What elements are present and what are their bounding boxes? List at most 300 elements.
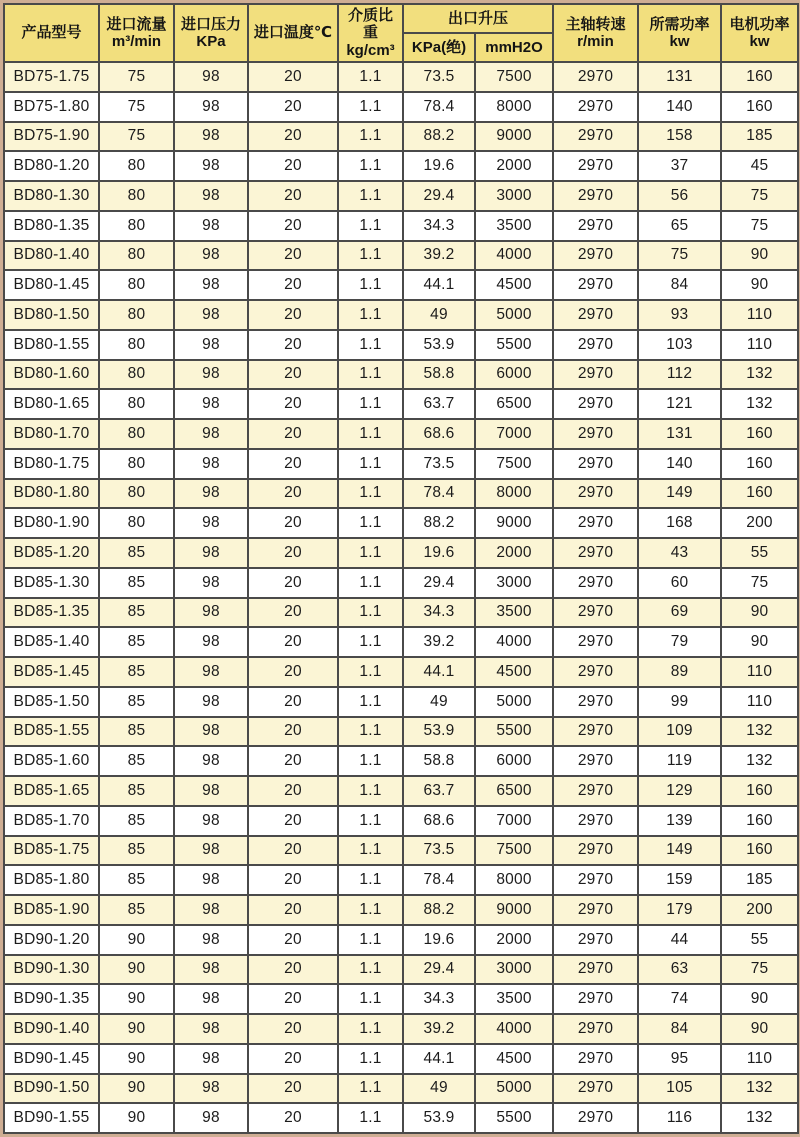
value-cell: 55 [721,925,798,955]
value-cell: 20 [248,1103,338,1133]
value-cell: 7000 [475,806,553,836]
value-cell: 98 [174,1074,248,1104]
value-cell: 53.9 [403,1103,475,1133]
value-cell: 5500 [475,1103,553,1133]
value-cell: 2970 [553,62,638,92]
header-shaft-speed: 主轴转速 r/min [553,4,638,62]
header-model-label: 产品型号 [21,24,82,42]
table-row [4,836,798,866]
value-cell: 75 [721,211,798,241]
value-cell: 80 [99,479,174,509]
table-row [4,657,798,687]
value-cell: 75 [99,92,174,122]
value-cell: 20 [248,836,338,866]
model-cell: BD90-1.35 [4,984,99,1014]
value-cell: 109 [638,717,721,747]
value-cell: 3000 [475,181,553,211]
value-cell: 20 [248,270,338,300]
value-cell: 44 [638,925,721,955]
value-cell: 140 [638,92,721,122]
value-cell: 2970 [553,508,638,538]
table-row [4,151,798,181]
value-cell: 6500 [475,776,553,806]
value-cell: 98 [174,776,248,806]
value-cell: 1.1 [338,300,403,330]
model-cell: BD85-1.70 [4,806,99,836]
value-cell: 20 [248,508,338,538]
table-row [4,1014,798,1044]
value-cell: 140 [638,449,721,479]
table-row [4,598,798,628]
table-row [4,1103,798,1133]
model-cell: BD80-1.65 [4,389,99,419]
value-cell: 7500 [475,449,553,479]
value-cell: 5500 [475,717,553,747]
value-cell: 58.8 [403,746,475,776]
value-cell: 85 [99,895,174,925]
value-cell: 85 [99,598,174,628]
value-cell: 160 [721,806,798,836]
model-cell: BD90-1.45 [4,1044,99,1074]
value-cell: 168 [638,508,721,538]
value-cell: 34.3 [403,598,475,628]
value-cell: 73.5 [403,449,475,479]
value-cell: 98 [174,270,248,300]
value-cell: 2970 [553,925,638,955]
table-row [4,181,798,211]
value-cell: 98 [174,62,248,92]
value-cell: 103 [638,330,721,360]
value-cell: 2000 [475,151,553,181]
value-cell: 85 [99,568,174,598]
value-cell: 90 [721,270,798,300]
value-cell: 98 [174,687,248,717]
value-cell: 80 [99,270,174,300]
value-cell: 132 [721,389,798,419]
value-cell: 158 [638,122,721,152]
value-cell: 110 [721,330,798,360]
value-cell: 1.1 [338,1074,403,1104]
value-cell: 98 [174,479,248,509]
value-cell: 98 [174,865,248,895]
value-cell: 2970 [553,746,638,776]
value-cell: 19.6 [403,151,475,181]
value-cell: 88.2 [403,508,475,538]
value-cell: 98 [174,1044,248,1074]
value-cell: 79 [638,627,721,657]
value-cell: 2970 [553,92,638,122]
value-cell: 90 [99,955,174,985]
value-cell: 44.1 [403,1044,475,1074]
value-cell: 1.1 [338,1044,403,1074]
value-cell: 89 [638,657,721,687]
value-cell: 1.1 [338,241,403,271]
value-cell: 3500 [475,211,553,241]
value-cell: 160 [721,836,798,866]
table-row [4,92,798,122]
value-cell: 6500 [475,389,553,419]
value-cell: 85 [99,687,174,717]
value-cell: 80 [99,300,174,330]
value-cell: 110 [721,657,798,687]
value-cell: 90 [99,1014,174,1044]
value-cell: 3000 [475,568,553,598]
value-cell: 2970 [553,1044,638,1074]
table-row [4,62,798,92]
value-cell: 149 [638,836,721,866]
value-cell: 75 [638,241,721,271]
value-cell: 20 [248,1074,338,1104]
table-row [4,1074,798,1104]
model-cell: BD75-1.90 [4,122,99,152]
value-cell: 34.3 [403,984,475,1014]
value-cell: 98 [174,955,248,985]
value-cell: 112 [638,360,721,390]
value-cell: 98 [174,538,248,568]
value-cell: 85 [99,836,174,866]
model-cell: BD80-1.80 [4,479,99,509]
value-cell: 110 [721,687,798,717]
value-cell: 29.4 [403,181,475,211]
model-cell: BD85-1.35 [4,598,99,628]
value-cell: 63.7 [403,389,475,419]
value-cell: 98 [174,984,248,1014]
value-cell: 98 [174,389,248,419]
value-cell: 20 [248,1044,338,1074]
value-cell: 110 [721,300,798,330]
value-cell: 20 [248,538,338,568]
value-cell: 3500 [475,598,553,628]
value-cell: 2000 [475,538,553,568]
value-cell: 6000 [475,360,553,390]
value-cell: 2970 [553,806,638,836]
value-cell: 49 [403,1074,475,1104]
header-outlet-boost: 出口升压 [403,4,553,33]
value-cell: 98 [174,241,248,271]
value-cell: 63.7 [403,776,475,806]
value-cell: 20 [248,717,338,747]
value-cell: 44.1 [403,270,475,300]
table-row [4,211,798,241]
value-cell: 139 [638,806,721,836]
value-cell: 85 [99,657,174,687]
value-cell: 4500 [475,657,553,687]
value-cell: 98 [174,122,248,152]
value-cell: 37 [638,151,721,181]
value-cell: 159 [638,865,721,895]
value-cell: 45 [721,151,798,181]
table-body [4,62,798,1133]
value-cell: 68.6 [403,419,475,449]
value-cell: 132 [721,717,798,747]
value-cell: 90 [721,1014,798,1044]
table-row [4,1044,798,1074]
value-cell: 132 [721,1074,798,1104]
value-cell: 1.1 [338,955,403,985]
value-cell: 1.1 [338,836,403,866]
value-cell: 132 [721,1103,798,1133]
value-cell: 80 [99,211,174,241]
value-cell: 98 [174,806,248,836]
value-cell: 80 [99,449,174,479]
value-cell: 1.1 [338,1014,403,1044]
value-cell: 90 [99,1074,174,1104]
value-cell: 20 [248,1014,338,1044]
header-inlet-flow: 进口流量 m³/min [99,4,174,62]
value-cell: 20 [248,151,338,181]
value-cell: 80 [99,151,174,181]
value-cell: 75 [721,568,798,598]
value-cell: 185 [721,865,798,895]
value-cell: 7500 [475,62,553,92]
value-cell: 2970 [553,538,638,568]
value-cell: 39.2 [403,241,475,271]
header-required-power: 所需功率 kw [638,4,721,62]
value-cell: 75 [721,955,798,985]
value-cell: 80 [99,360,174,390]
value-cell: 20 [248,389,338,419]
value-cell: 149 [638,479,721,509]
value-cell: 5000 [475,300,553,330]
value-cell: 78.4 [403,92,475,122]
value-cell: 20 [248,895,338,925]
value-cell: 1.1 [338,181,403,211]
header-model [4,4,99,62]
value-cell: 20 [248,360,338,390]
value-cell: 20 [248,419,338,449]
value-cell: 2970 [553,270,638,300]
value-cell: 98 [174,211,248,241]
value-cell: 200 [721,508,798,538]
value-cell: 98 [174,92,248,122]
value-cell: 1.1 [338,449,403,479]
value-cell: 55 [721,538,798,568]
value-cell: 1.1 [338,895,403,925]
value-cell: 1.1 [338,746,403,776]
value-cell: 20 [248,122,338,152]
value-cell: 185 [721,122,798,152]
value-cell: 19.6 [403,538,475,568]
value-cell: 1.1 [338,865,403,895]
value-cell: 98 [174,449,248,479]
value-cell: 85 [99,627,174,657]
value-cell: 2970 [553,300,638,330]
header-row-top [4,4,798,33]
value-cell: 98 [174,508,248,538]
value-cell: 98 [174,181,248,211]
value-cell: 90 [721,241,798,271]
value-cell: 98 [174,746,248,776]
value-cell: 98 [174,925,248,955]
header-inlet-temp: 进口温度℃ [248,4,338,62]
value-cell: 8000 [475,92,553,122]
value-cell: 2970 [553,330,638,360]
model-cell: BD80-1.90 [4,508,99,538]
value-cell: 73.5 [403,836,475,866]
table-row [4,776,798,806]
model-cell: BD80-1.70 [4,419,99,449]
model-cell: BD85-1.40 [4,627,99,657]
value-cell: 3000 [475,955,553,985]
value-cell: 80 [99,330,174,360]
value-cell: 99 [638,687,721,717]
table-row [4,449,798,479]
value-cell: 75 [99,122,174,152]
value-cell: 20 [248,687,338,717]
model-cell: BD80-1.30 [4,181,99,211]
value-cell: 98 [174,330,248,360]
value-cell: 90 [721,598,798,628]
value-cell: 43 [638,538,721,568]
header-medium-density: 介质比 重kg/cm³ [338,4,403,62]
model-cell: BD75-1.80 [4,92,99,122]
value-cell: 2970 [553,1014,638,1044]
table-row [4,955,798,985]
model-cell: BD75-1.75 [4,62,99,92]
value-cell: 2970 [553,151,638,181]
value-cell: 85 [99,717,174,747]
value-cell: 1.1 [338,657,403,687]
value-cell: 1.1 [338,122,403,152]
value-cell: 2970 [553,717,638,747]
value-cell: 78.4 [403,865,475,895]
header-outlet-mmh2o: mmH2O [475,33,553,62]
value-cell: 20 [248,955,338,985]
model-cell: BD80-1.50 [4,300,99,330]
value-cell: 85 [99,538,174,568]
value-cell: 160 [721,419,798,449]
value-cell: 2970 [553,776,638,806]
value-cell: 132 [721,746,798,776]
value-cell: 34.3 [403,211,475,241]
value-cell: 5500 [475,330,553,360]
value-cell: 1.1 [338,211,403,241]
model-cell: BD80-1.60 [4,360,99,390]
value-cell: 90 [99,1103,174,1133]
value-cell: 5000 [475,1074,553,1104]
value-cell: 1.1 [338,925,403,955]
value-cell: 1.1 [338,389,403,419]
value-cell: 69 [638,598,721,628]
value-cell: 9000 [475,508,553,538]
table-header [4,4,798,62]
value-cell: 7500 [475,836,553,866]
value-cell: 131 [638,62,721,92]
value-cell: 2970 [553,627,638,657]
model-cell: BD90-1.55 [4,1103,99,1133]
model-cell: BD90-1.50 [4,1074,99,1104]
value-cell: 3500 [475,984,553,1014]
model-cell: BD85-1.50 [4,687,99,717]
value-cell: 98 [174,1103,248,1133]
value-cell: 80 [99,508,174,538]
model-cell: BD85-1.80 [4,865,99,895]
model-cell: BD85-1.60 [4,746,99,776]
value-cell: 2970 [553,241,638,271]
value-cell: 129 [638,776,721,806]
value-cell: 44.1 [403,657,475,687]
model-cell: BD85-1.75 [4,836,99,866]
model-cell: BD85-1.20 [4,538,99,568]
value-cell: 2970 [553,1074,638,1104]
model-cell: BD85-1.90 [4,895,99,925]
value-cell: 85 [99,865,174,895]
model-cell: BD80-1.55 [4,330,99,360]
value-cell: 20 [248,449,338,479]
value-cell: 84 [638,270,721,300]
value-cell: 2970 [553,984,638,1014]
value-cell: 20 [248,746,338,776]
value-cell: 20 [248,300,338,330]
value-cell: 53.9 [403,330,475,360]
table-row [4,984,798,1014]
value-cell: 8000 [475,479,553,509]
value-cell: 4000 [475,241,553,271]
value-cell: 2970 [553,836,638,866]
value-cell: 110 [721,1044,798,1074]
value-cell: 7000 [475,419,553,449]
value-cell: 20 [248,330,338,360]
model-cell: BD85-1.30 [4,568,99,598]
value-cell: 1.1 [338,479,403,509]
value-cell: 88.2 [403,895,475,925]
value-cell: 160 [721,92,798,122]
value-cell: 98 [174,895,248,925]
value-cell: 2970 [553,657,638,687]
value-cell: 49 [403,687,475,717]
table-row [4,300,798,330]
value-cell: 2970 [553,479,638,509]
value-cell: 63 [638,955,721,985]
value-cell: 2970 [553,598,638,628]
table-row [4,865,798,895]
value-cell: 1.1 [338,330,403,360]
value-cell: 2970 [553,687,638,717]
value-cell: 56 [638,181,721,211]
value-cell: 98 [174,598,248,628]
value-cell: 4000 [475,627,553,657]
value-cell: 29.4 [403,568,475,598]
table-row [4,330,798,360]
table-row [4,122,798,152]
header-inlet-pressure: 进口压力 KPa [174,4,248,62]
table-row [4,241,798,271]
table-row [4,479,798,509]
value-cell: 6000 [475,746,553,776]
value-cell: 2970 [553,419,638,449]
value-cell: 88.2 [403,122,475,152]
value-cell: 1.1 [338,270,403,300]
value-cell: 2970 [553,389,638,419]
value-cell: 60 [638,568,721,598]
value-cell: 20 [248,62,338,92]
value-cell: 119 [638,746,721,776]
table-row [4,717,798,747]
value-cell: 90 [99,925,174,955]
value-cell: 98 [174,151,248,181]
value-cell: 85 [99,806,174,836]
value-cell: 98 [174,627,248,657]
value-cell: 74 [638,984,721,1014]
value-cell: 2970 [553,360,638,390]
value-cell: 53.9 [403,717,475,747]
value-cell: 1.1 [338,360,403,390]
value-cell: 85 [99,776,174,806]
table-row [4,419,798,449]
value-cell: 80 [99,419,174,449]
value-cell: 98 [174,419,248,449]
value-cell: 20 [248,92,338,122]
